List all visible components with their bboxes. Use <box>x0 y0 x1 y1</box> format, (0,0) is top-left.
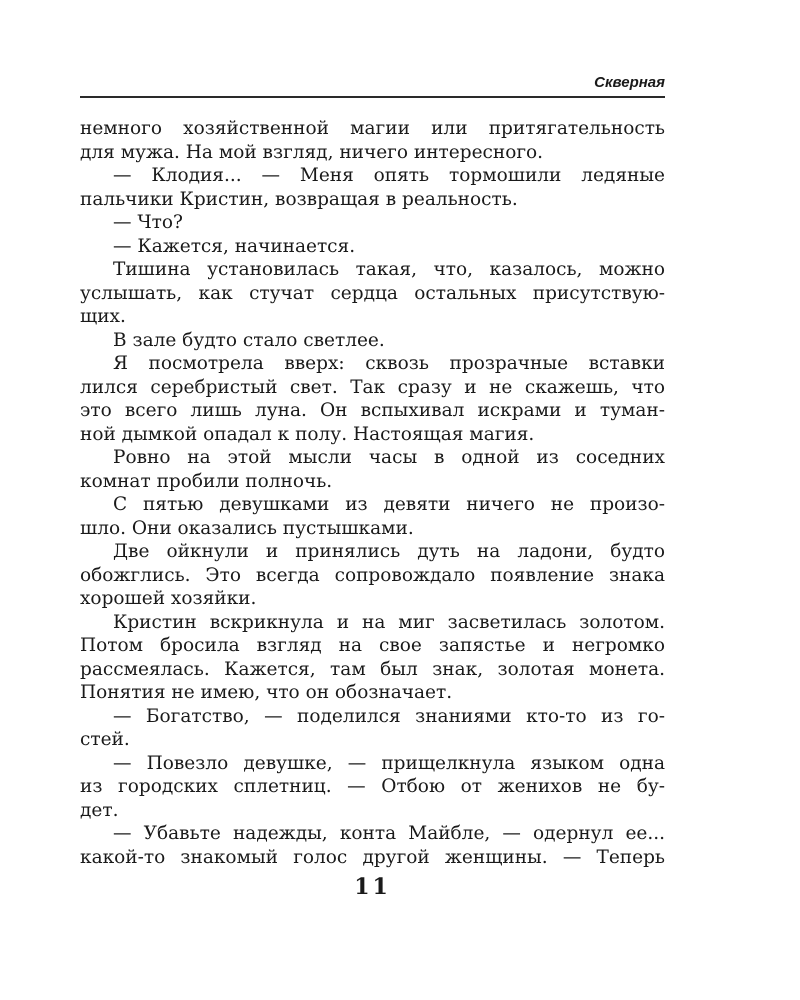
text-line: Ровно на этой мысли часы в одной из соседних <box>113 447 665 468</box>
text-line: Тишина установилась такая, что, казалось, можно <box>113 259 665 280</box>
text-line: — Кажется, начинается. <box>113 235 356 257</box>
text-line: щих. <box>80 306 126 327</box>
text-line: из городских сплетниц. — Отбою от женихов не бу- <box>80 776 665 797</box>
page-number: 11 <box>354 874 391 900</box>
text-line: комнат пробили полночь. <box>80 470 333 492</box>
body-text <box>80 117 665 869</box>
text-line: какой-то знакомый голос другой женщины. — Теперь <box>80 846 665 868</box>
text-line: — Клодия... — Меня опять тормошили ледяные <box>113 165 665 186</box>
text-line: ной дымкой опадал к полу. Настоящая магия. <box>80 423 535 445</box>
header-rule <box>80 96 665 98</box>
text-line: хорошей хозяйки. <box>80 588 257 609</box>
text-line: шло. Они оказались пустышками. <box>80 517 414 539</box>
text-line: дет. <box>80 799 119 821</box>
text-line: рассмеялась. Кажется, там был знак, золотая монета. <box>80 658 665 680</box>
text-line: немного хозяйственной магии или притягательность <box>80 118 665 139</box>
text-line: — Повезло девушке, — прищелкнула языком одна <box>113 752 665 774</box>
text-line: — Что? <box>113 212 183 233</box>
text-line: В зале будто стало светлее. <box>113 329 385 351</box>
text-line: — Богатство, — поделился знаниями кто-то из го- <box>113 705 665 727</box>
text-line: это всего лишь луна. Он вспыхивал искрами и туман- <box>80 400 665 421</box>
text-line: обожглись. Это всегда сопровождало появление знака <box>80 564 665 586</box>
text-line: стей. <box>80 729 130 750</box>
text-line: услышать, как стучат сердца остальных присутствую- <box>80 282 665 304</box>
text-line: С пятью девушками из девяти ничего не произо- <box>113 494 665 515</box>
text-line: лился серебристый свет. Так сразу и не скажешь, что <box>80 376 665 398</box>
text-line: пальчики Кристин, возвращая в реальность. <box>80 188 518 210</box>
text-line: — Убавьте надежды, конта Майбле, — одернул ее... <box>113 823 665 844</box>
text-line: для мужа. На мой взгляд, ничего интересного. <box>80 141 544 163</box>
text-line: Потом бросила взгляд на свое запястье и негромко <box>80 635 665 656</box>
text-line: Две ойкнули и принялись дуть на ладони, будто <box>113 541 665 562</box>
running-header: Скверная <box>594 74 665 91</box>
text-line: Я посмотрела вверх: сквозь прозрачные вставки <box>113 353 665 374</box>
text-line: Понятия не имею, что он обозначает. <box>80 682 453 703</box>
text-line: Кристин вскрикнула и на миг засветилась золотом. <box>113 611 665 633</box>
